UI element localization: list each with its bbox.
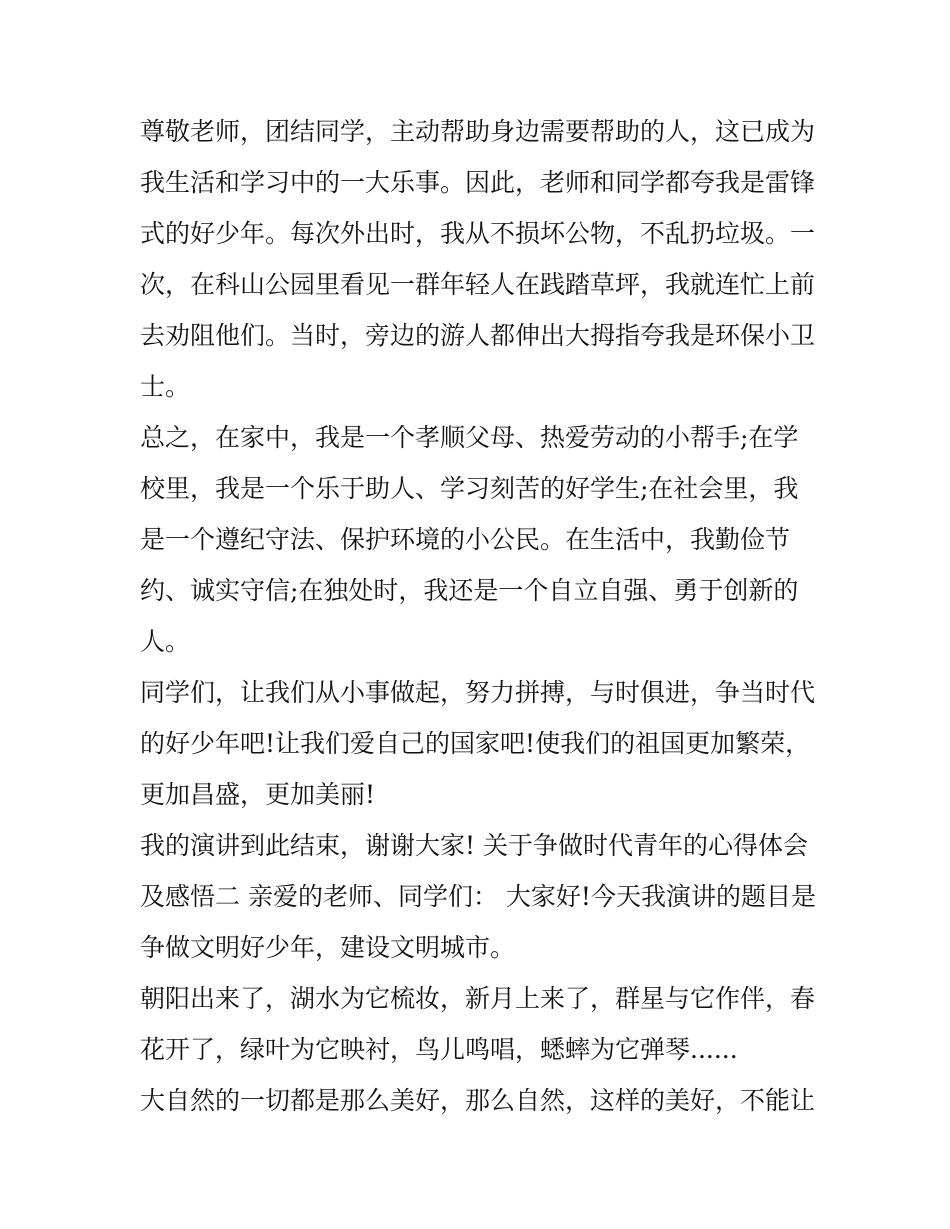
text-line: 我生活和学习中的一大乐事。因此，老师和同学都夸我是雷锋 bbox=[140, 168, 816, 197]
text-line: 总之，在家中，我是一个孝顺父母、热爱劳动的小帮手;在学 bbox=[140, 423, 799, 452]
text-line: 大自然的一切都是那么美好，那么自然，这样的美好，不能让 bbox=[140, 1086, 816, 1115]
text-line: 去劝阻他们。当时，旁边的游人都伸出大拇指夸我是环保小卫 bbox=[140, 321, 816, 350]
text-line: 我的演讲到此结束，谢谢大家! 关于争做时代青年的心得体会 bbox=[140, 831, 808, 860]
text-line: 的好少年吧!让我们爱自己的国家吧!使我们的祖国更加繁荣， bbox=[140, 729, 811, 758]
text-line: 校里，我是一个乐于助人、学习刻苦的好学生;在社会里，我 bbox=[140, 474, 799, 503]
text-line: 式的好少年。每次外出时，我从不损坏公物，不乱扔垃圾。一 bbox=[140, 219, 816, 248]
text-line: 朝阳出来了，湖水为它梳妆，新月上来了，群星与它作伴，春 bbox=[140, 984, 816, 1013]
text-line: 士。 bbox=[140, 372, 191, 401]
text-line: 争做文明好少年，建设文明城市。 bbox=[140, 933, 516, 962]
text-line: 更加昌盛，更加美丽! bbox=[140, 780, 376, 809]
text-line: 是一个遵纪守法、保护环境的小公民。在生活中，我勤俭节 bbox=[140, 525, 791, 554]
text-line: 尊敬老师，团结同学，主动帮助身边需要帮助的人，这已成为 bbox=[140, 117, 816, 146]
text-line: 同学们，让我们从小事做起，努力拼搏，与时俱进，争当时代 bbox=[140, 678, 816, 707]
text-line: 次，在科山公园里看见一群年轻人在践踏草坪，我就连忙上前 bbox=[140, 270, 816, 299]
text-line: 花开了，绿叶为它映衬，鸟儿鸣唱，蟋蟀为它弹琴...... bbox=[140, 1035, 738, 1064]
text-line: 及感悟二 亲爱的老师、同学们： 大家好!今天我演讲的题目是 bbox=[140, 882, 816, 911]
body-text bbox=[140, 106, 820, 1126]
text-line: 人。 bbox=[140, 627, 191, 656]
text-line: 约、诚实守信;在独处时，我还是一个自立自强、勇于创新的 bbox=[140, 576, 799, 605]
